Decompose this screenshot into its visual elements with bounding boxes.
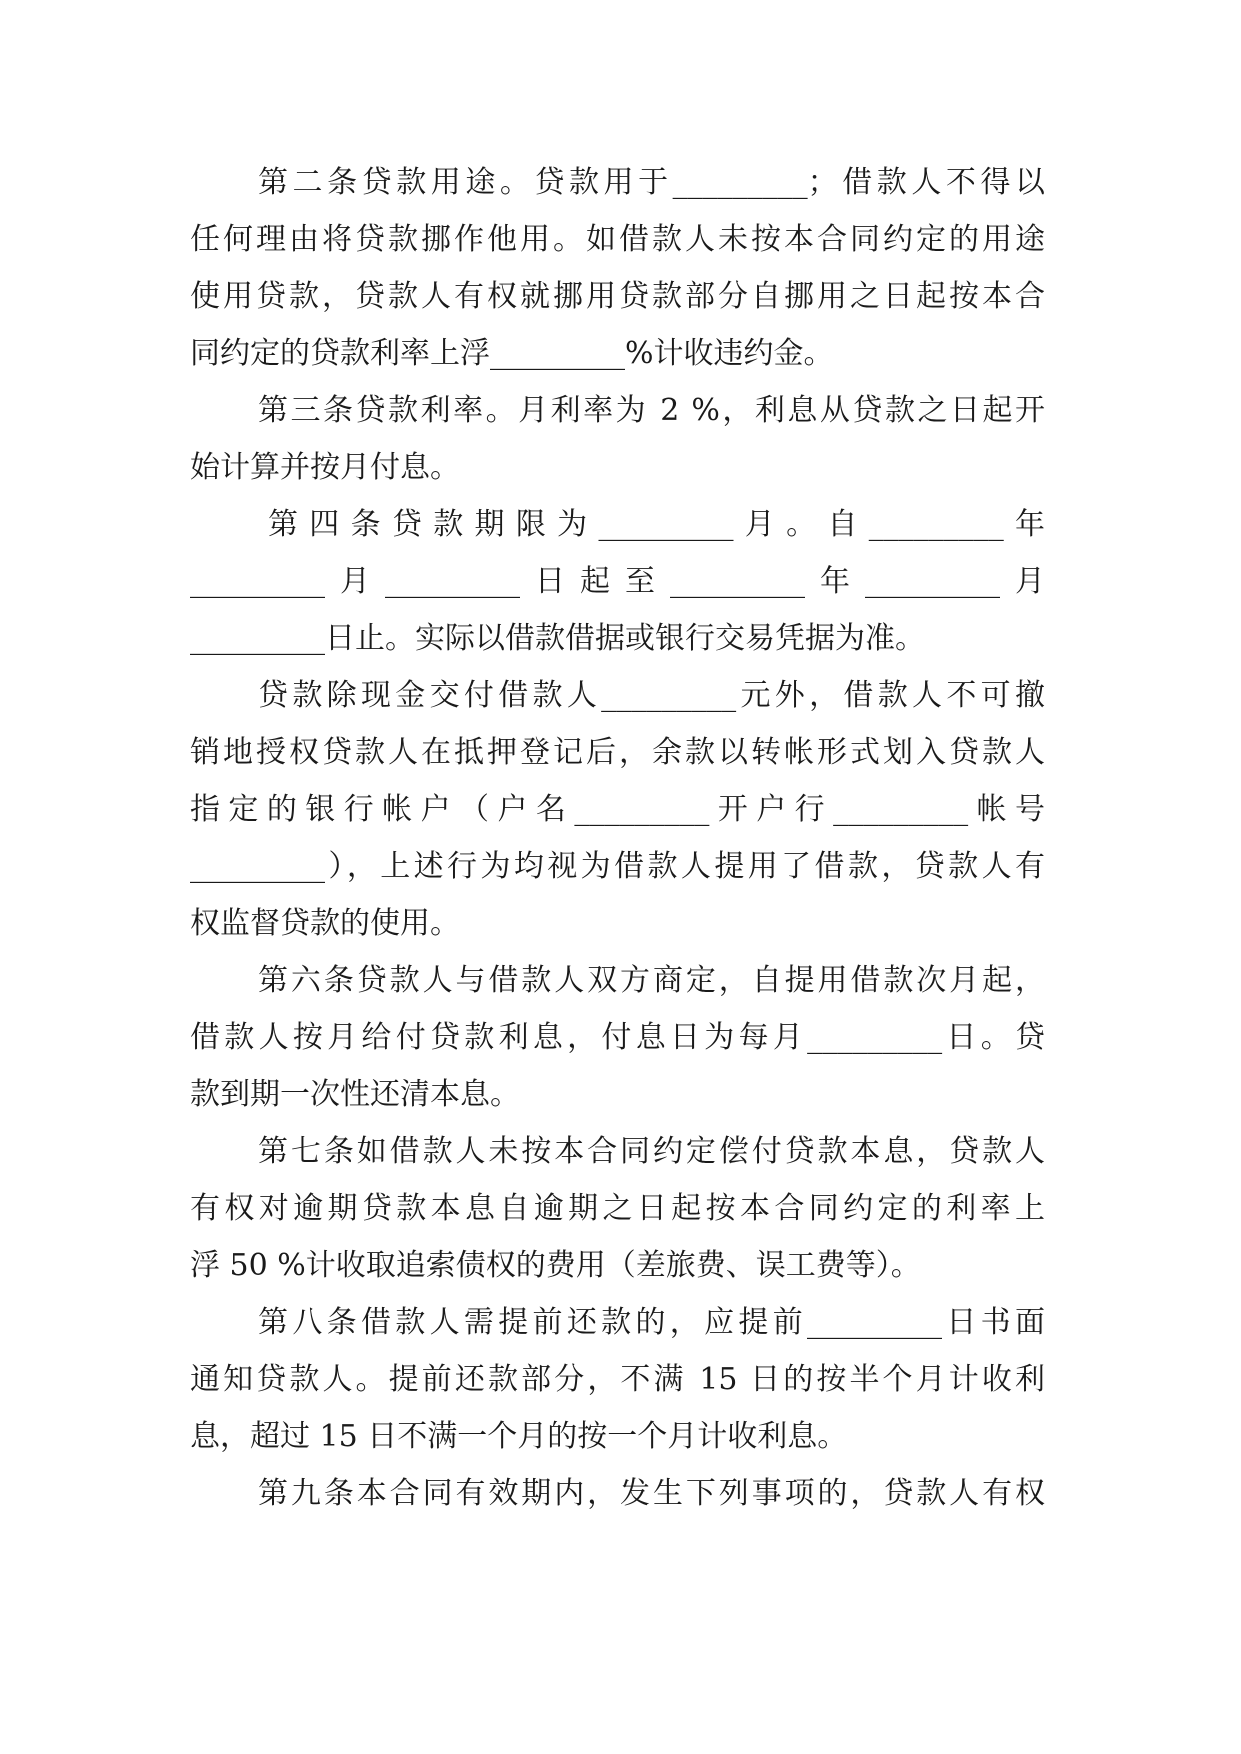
paragraph-line: 息，超过 15 日不满一个月的按一个月计收利息。 xyxy=(190,1419,848,1454)
paragraph-line: _________日止。实际以借款借据或银行交易凭据为准。 xyxy=(190,621,925,656)
paragraph-line: _________），上述行为均视为借款人提用了借款，贷款人有 xyxy=(190,849,1045,884)
paragraph-line: 款到期一次性还清本息。 xyxy=(190,1077,520,1112)
paragraph-line: 任何理由将贷款挪作他用。如借款人未按本合同约定的用途 xyxy=(190,222,1045,257)
paragraph-line: 贷款除现金交付借款人_________元外，借款人不可撤 xyxy=(258,678,1045,713)
paragraph-line: 权监督贷款的使用。 xyxy=(190,906,460,941)
paragraph-line: 第四条贷款期限为_________月。自_________年 xyxy=(268,507,1045,542)
paragraph-line: 通知贷款人。提前还款部分，不满 15 日的按半个月计收利 xyxy=(190,1362,1045,1397)
paragraph-line: 第二条贷款用途。贷款用于_________；借款人不得以 xyxy=(258,165,1045,200)
paragraph-line: 始计算并按月付息。 xyxy=(190,450,460,485)
paragraph-line: 销地授权贷款人在抵押登记后，余款以转帐形式划入贷款人 xyxy=(190,735,1045,770)
paragraph-line: 第七条如借款人未按本合同约定偿付贷款本息，贷款人 xyxy=(258,1134,1045,1169)
paragraph-line: 第九条本合同有效期内，发生下列事项的，贷款人有权 xyxy=(258,1476,1045,1511)
paragraph-line: _________月_________日起至_________年_________月 xyxy=(190,564,1045,599)
paragraph-line: 第三条贷款利率。月利率为 2 %，利息从贷款之日起开 xyxy=(258,393,1045,428)
paragraph-line: 有权对逾期贷款本息自逾期之日起按本合同约定的利率上 xyxy=(190,1191,1045,1226)
paragraph-line: 使用贷款，贷款人有权就挪用贷款部分自挪用之日起按本合 xyxy=(190,279,1045,314)
paragraph-line: 借款人按月给付贷款利息，付息日为每月_________日。贷 xyxy=(190,1020,1045,1055)
paragraph-line: 第六条贷款人与借款人双方商定，自提用借款次月起， xyxy=(258,963,1045,998)
paragraph-line: 同约定的贷款利率上浮_________%计收违约金。 xyxy=(190,336,834,371)
paragraph-line: 指定的银行帐户（户名_________开户行_________帐号 xyxy=(190,792,1045,827)
paragraph-line: 第八条借款人需提前还款的，应提前_________日书面 xyxy=(258,1305,1045,1340)
paragraph-line: 浮 50 %计收取追索债权的费用（差旅费、误工费等）。 xyxy=(190,1248,921,1283)
